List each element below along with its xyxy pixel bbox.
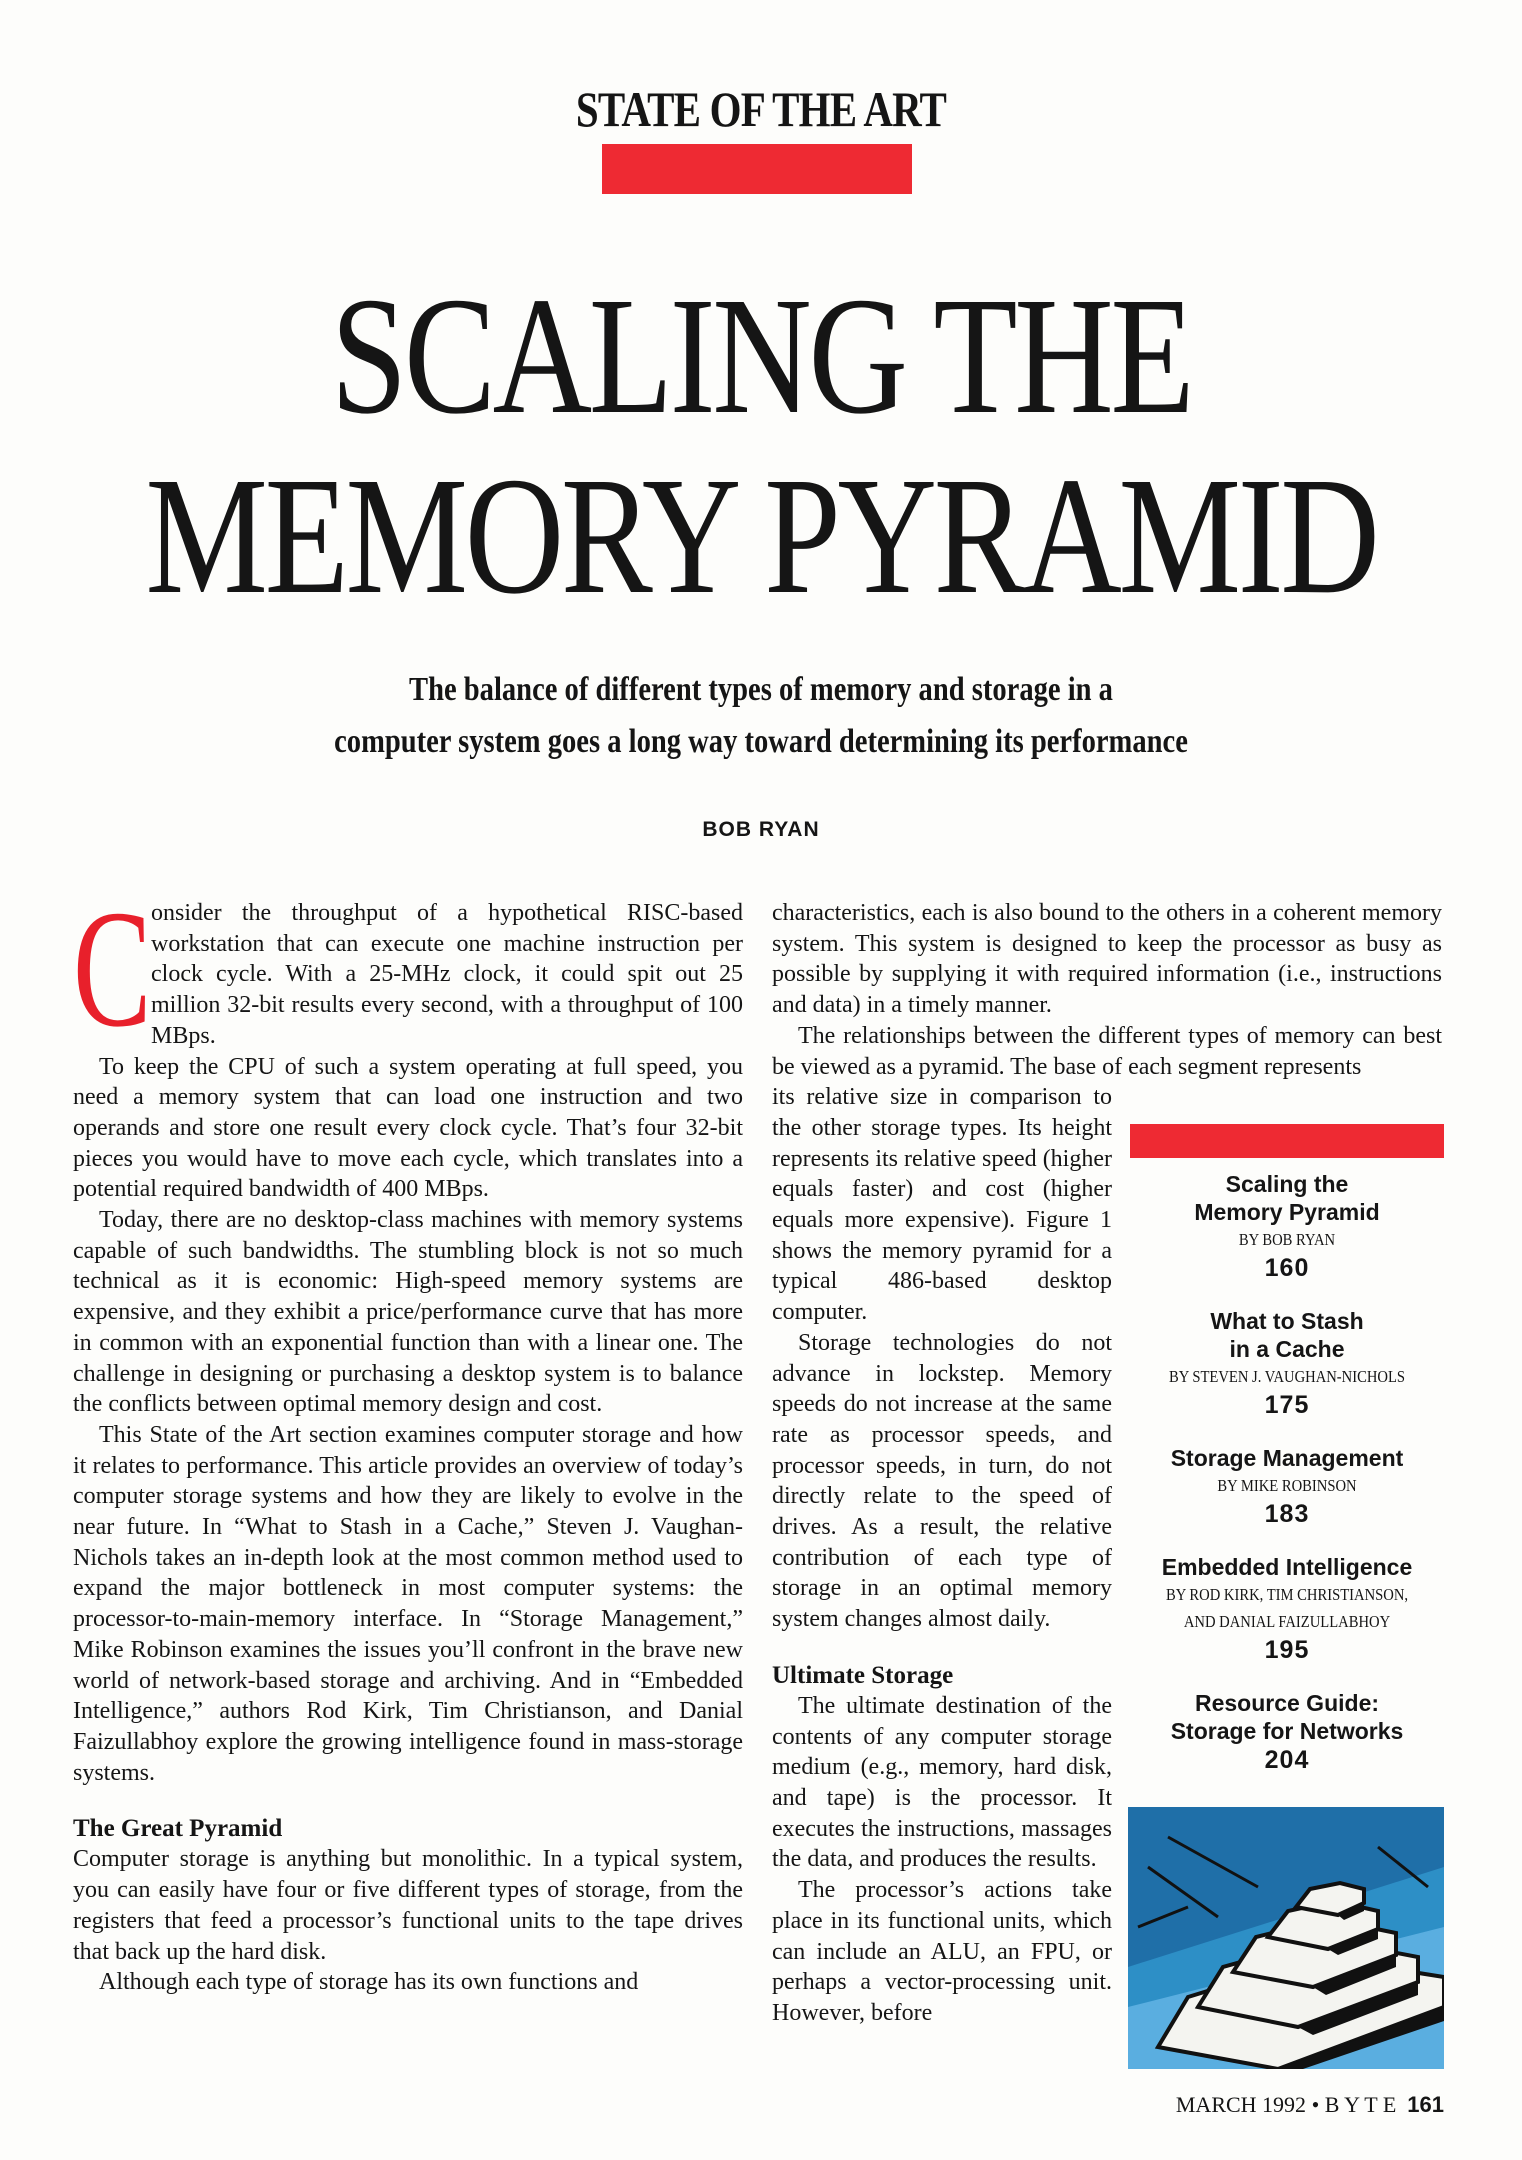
toc-page-number: 183 [1264,1500,1310,1528]
heading-ultimate-storage: Ultimate Storage [772,1661,954,1689]
toc-author: BY MIKE ROBINSON [1217,1476,1357,1495]
toc-page-number: 204 [1264,1746,1310,1774]
article-title-line-2: MEMORY PYRAMID [145,443,1377,629]
section-label: STATE OF THE ART [575,81,947,137]
paragraph-3: Today, there are no desktop-class machines with memory systems capable of such bandwidths. The stumbling block is not so much technical as it is economic: High-speed memory systems are expensive, and they exhibit a price/performance curve that has more in common with an exponential function than with a linear one. The challenge in designing or purchasing a desktop system is to balance the conflicts between optimal memory design and cost. [73,1207,743,1418]
toc-title: Memory Pyramid [1194,1199,1380,1225]
paragraph-11: The processor’s actions take place in its functional units, which can include an ALU, an FPU, or perhaps a vector-processing unit. However, before [772,1877,1112,2026]
paragraph-8b: its relative size in comparison to the other storage types. Its height represents its relative speed (higher equals faster) and cost (higher equals more expensive). Figure 1 shows the memory pyramid for a typical 486-based desktop computer. [772,1084,1112,1326]
toc-title: in a Cache [1229,1336,1345,1362]
paragraph-9: Storage technologies do not advance in lockstep. Memory speeds do not increase at the same rate as processor speeds, and processor speeds, in turn, do not directly relate to the speed of drives. As a result, the relative contribution of each type of storage in an optimal memory system changes almost daily. [772,1329,1112,1633]
toc-title: Storage for Networks [1170,1718,1404,1744]
footer-page-number: 161 [1407,2092,1444,2117]
toc-entry[interactable] [1126,1689,1448,1775]
toc-title: What to Stash [1210,1308,1364,1334]
page-footer [1140,2092,1444,2118]
section-color-bar [602,144,912,194]
toc-title: Storage Management [1170,1445,1404,1471]
footer-date: MARCH 1992 [1175,2092,1307,2117]
paragraph-8a: The relationships between the different types of memory can best be viewed as a pyramid. The base of each segment represents [772,1022,1442,1080]
byline: BOB RYAN [702,818,820,841]
toc-entry[interactable] [1126,1444,1448,1529]
paragraph-6: Although each type of storage has its own functions and [99,1969,639,1996]
toc-title: Resource Guide: [1194,1690,1380,1716]
paragraph-5: Computer storage is anything but monolithic. In a typical system, you can easily have four or five different types of storage, from the registers that feed a processor’s functional units to the tape drives that back up the hard disk. [73,1846,743,1965]
subtitle-line-2: computer system goes a long way toward determining its performance [334,723,1188,760]
toc-page-number: 195 [1264,1636,1310,1664]
article-title-line-1: SCALING THE [330,263,1192,449]
paragraph-7: characteristics, each is also bound to the others in a coherent memory system. This system is designed to keep the processor as busy as possible by supplying it with required information (i.e., instructions and data) in a timely manner. [772,900,1442,1019]
toc-color-bar [1130,1124,1444,1158]
toc-entry[interactable] [1126,1307,1448,1420]
footer-magazine: B Y T E [1324,2092,1397,2117]
toc-entry[interactable] [1126,1553,1448,1665]
footer-bullet: • [1311,2092,1320,2117]
paragraph-10: The ultimate destination of the contents of any computer storage medium (e.g., memory, hard disk, and tape) is the processor. It executes the instructions, massages the data, and produces the results. [772,1692,1112,1873]
subtitle-line-1: The balance of different types of memory and storage in a [409,671,1113,708]
paragraph-2: To keep the CPU of such a system operating at full speed, you need a memory system that can load one instruction and two operands and store one result every clock cycle. That’s four 32-bit pieces you would have to move each cycle, which translates into a potential required bandwidth of 400 MBps. [73,1053,743,1203]
toc-title: Scaling the [1225,1171,1349,1197]
toc-author: AND DANIAL FAIZULLABHOY [1183,1612,1391,1631]
toc-title: Embedded Intelligence [1161,1554,1413,1580]
pyramid-illustration [1128,1807,1444,2069]
paragraph-1: onsider the throughput of a hypothetical RISC-based workstation that can execute one machine instruction per clock cycle. With a 25-MHz clock, it could spit out 25 million 32-bit results every second, with a throughput of 100 MBps. [151,900,743,1049]
article-column-1 [73,876,743,1998]
toc-page-number: 175 [1264,1391,1310,1419]
paragraph-4: This State of the Art section examines computer storage and how it relates to performance. This article provides an overview of today’s computer storage systems and how they are likely to evolve in the near future. In “What to Stash in a Cache,” Steven J. Vaughan-Nichols takes an in-depth look at the most common method used to expand the major bottleneck in most computer systems: the processor-to-main-memory interface. In “Storage Management,” Mike Robinson examines the issues you’ll confront in the brave new world of network-based storage and archiving. And in “Embedded Intelligence,” authors Rod Kirk, Tim Christianson, and Danial Faizullabhoy explore the growing intelligence found in mass-storage systems. [73,1421,743,1786]
toc-author: BY BOB RYAN [1238,1230,1336,1249]
toc-author: BY ROD KIRK, TIM CHRISTIANSON, [1165,1585,1409,1604]
section-contents-box [1126,1170,1448,1799]
heading-great-pyramid: The Great Pyramid [73,1815,283,1843]
toc-author: BY STEVEN J. VAUGHAN-NICHOLS [1168,1367,1406,1386]
drop-cap: C [73,876,152,1062]
toc-page-number: 160 [1264,1254,1310,1282]
toc-entry[interactable] [1126,1170,1448,1283]
